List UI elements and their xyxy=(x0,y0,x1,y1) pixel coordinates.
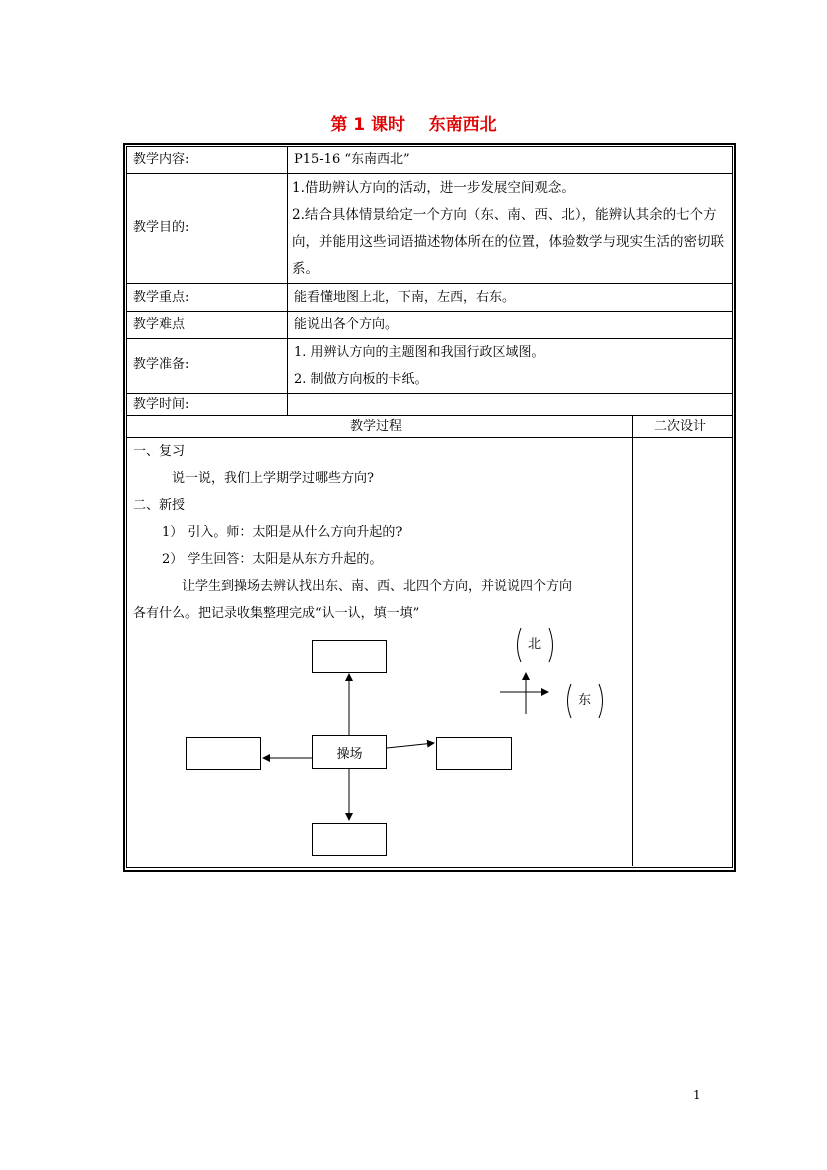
review-question: 说一说，我们上学期学过哪些方向? xyxy=(172,471,374,486)
east-label: 东 xyxy=(578,693,592,708)
north-answer-box[interactable] xyxy=(312,640,387,673)
east-answer-box[interactable] xyxy=(436,737,512,770)
second-design-header: 二次设计 xyxy=(654,419,707,434)
goal-item-1: 1.借助辨认方向的活动，进一步发展空间观念。 xyxy=(292,180,575,196)
page-title: 第 1 课时 东南西北 xyxy=(330,115,497,135)
arrow-east xyxy=(387,743,434,748)
content-value: P15-16 “东南西北” xyxy=(294,152,410,167)
difficulty-label: 教学难点 xyxy=(133,317,186,332)
new-lesson-heading: 二、新授 xyxy=(133,498,186,513)
north-bracket-right xyxy=(549,628,553,662)
activity-paragraph-line-2: 各有什么。把记录收集整理完成“认一认，填一填” xyxy=(133,606,420,621)
playground-box xyxy=(312,735,387,769)
time-label: 教学时间: xyxy=(133,397,190,412)
north-bracket-left xyxy=(518,628,522,662)
process-header: 教学过程 xyxy=(350,419,403,434)
activity-paragraph-line-1: 让学生到操场去辨认找出东、南、西、北四个方向，并说说四个方向 xyxy=(182,579,573,594)
page-number: 1 xyxy=(693,1088,701,1102)
step-1: 1） 引入。师：太阳是从什么方向升起的? xyxy=(162,525,403,540)
preparation-item: 2. 制做方向板的卡纸。 xyxy=(294,372,428,387)
difficulty-value: 能说出各个方向。 xyxy=(294,317,399,332)
key-point-label: 教学重点: xyxy=(133,290,190,305)
preparation-item: 1. 用辨认方向的主题图和我国行政区域图。 xyxy=(294,345,545,360)
review-heading: 一、复习 xyxy=(133,444,186,459)
step-2: 2） 学生回答：太阳是从东方升起的。 xyxy=(162,552,383,567)
goal-label: 教学目的: xyxy=(133,220,190,235)
goal-item-2: 2.结合具体情景给定一个方向（东、南、西、北），能辨认其余的七个方向，并能用这些词语描述物体所在的位置，体验数学与现实生活的密切联系。 xyxy=(292,207,724,277)
east-bracket-left xyxy=(568,684,572,718)
playground-label: 操场 xyxy=(336,746,363,762)
north-label: 北 xyxy=(528,637,542,652)
east-bracket-right xyxy=(599,684,603,718)
content-label: 教学内容: xyxy=(133,152,190,167)
key-point-value: 能看懂地图上北，下南，左西，右东。 xyxy=(294,290,516,305)
preparation-label: 教学准备: xyxy=(133,357,190,372)
south-answer-box[interactable] xyxy=(312,823,387,856)
west-answer-box[interactable] xyxy=(186,737,261,770)
